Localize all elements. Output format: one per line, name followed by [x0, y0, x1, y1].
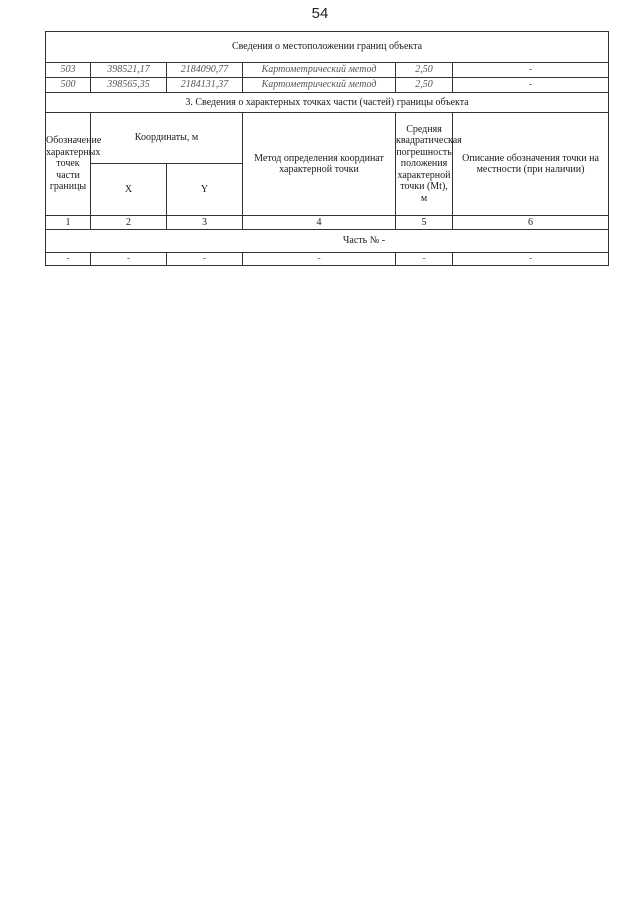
header-coordinates: Координаты, м — [91, 113, 243, 164]
method-cell: - — [243, 253, 396, 266]
column-number: 3 — [167, 216, 243, 230]
section-3-title: 3. Сведения о характерных точках части (частей) границы объекта — [46, 93, 609, 113]
x-cell: 398521,17 — [91, 63, 167, 78]
table-title-row — [46, 32, 609, 63]
page-number: 54 — [311, 5, 329, 22]
column-number: 5 — [396, 216, 453, 230]
point-id-cell: 500 — [46, 78, 91, 93]
header-method: Метод определения координат характерной точки — [243, 113, 396, 216]
header-x: X — [91, 164, 167, 216]
table-title: Сведения о местоположении границ объекта — [46, 32, 609, 63]
rms-cell: 2,50 — [396, 63, 453, 78]
column-number: 2 — [91, 216, 167, 230]
section-3-row — [46, 93, 609, 113]
description-cell: - — [453, 253, 609, 266]
y-cell: - — [167, 253, 243, 266]
point-id-cell: - — [46, 253, 91, 266]
column-number: 4 — [243, 216, 396, 230]
rms-cell: - — [396, 253, 453, 266]
description-cell: - — [453, 63, 609, 78]
column-number: 1 — [46, 216, 91, 230]
method-cell: Картометрический метод — [243, 63, 396, 78]
boundary-table — [45, 31, 609, 266]
rms-cell: 2,50 — [396, 78, 453, 93]
column-number: 6 — [453, 216, 609, 230]
table-row — [46, 63, 609, 78]
part-row — [46, 230, 609, 253]
point-id-cell: 503 — [46, 63, 91, 78]
header-y: Y — [167, 164, 243, 216]
method-cell: Картометрический метод — [243, 78, 396, 93]
table-row — [46, 78, 609, 93]
header-row-top — [46, 113, 609, 164]
y-cell: 2184131,37 — [167, 78, 243, 93]
header-rms-error: Средняя квадратическая погрешность положения характерной точки (Mt), м — [396, 113, 453, 216]
header-description: Описание обозначения точки на местности (при наличии) — [453, 113, 609, 216]
description-cell: - — [453, 78, 609, 93]
header-point-designation: Обозначение характерных точек части границы — [46, 113, 91, 216]
x-cell: - — [91, 253, 167, 266]
y-cell: 2184090,77 — [167, 63, 243, 78]
table-row — [46, 253, 609, 266]
x-cell: 398565,35 — [91, 78, 167, 93]
part-label: Часть № - — [342, 235, 386, 247]
column-number-row — [46, 216, 609, 230]
